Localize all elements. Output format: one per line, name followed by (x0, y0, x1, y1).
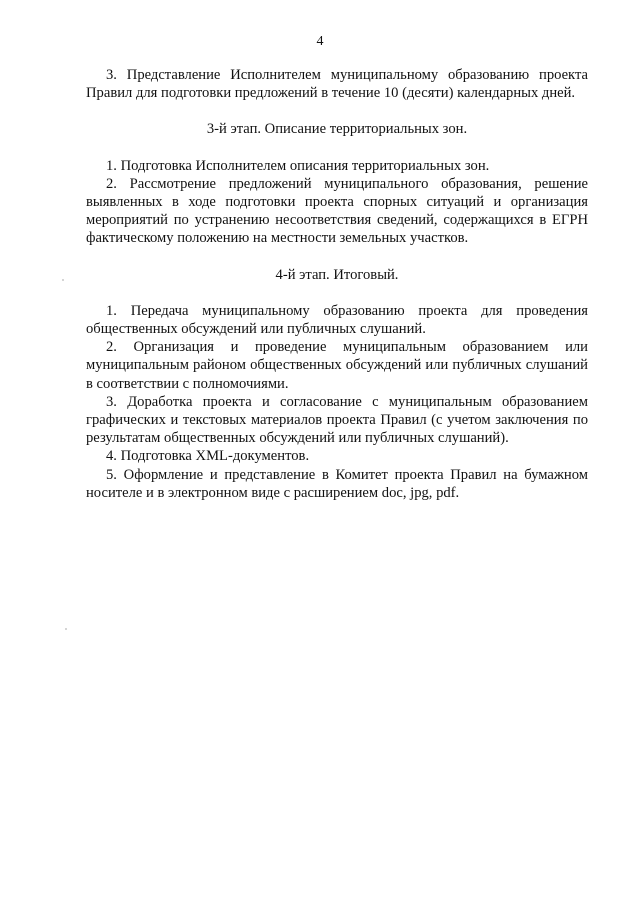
page-number: 4 (316, 34, 324, 49)
list-item (86, 447, 588, 465)
list-item (86, 302, 588, 338)
list-item-text: Передача муниципальному образованию проекта для проведения общественных обсуждений или публичных слушаний. (86, 302, 588, 338)
list-item-number: 1. (106, 302, 117, 319)
scan-speck (62, 279, 64, 281)
list-item-text: Подготовка Исполнителем описания территориальных зон. (120, 157, 490, 174)
list-item-number: 4. (106, 448, 117, 465)
list-item-number: 5. (106, 466, 117, 483)
list-item-text: Рассмотрение предложений муниципального образования, решение выявленных в ходе подготовки проекта спорных ситуаций и организация мероприятий по устранению несоответствия сведений, содержащихся в ЕГРН фактическому положению на местности земельных участков. (86, 175, 589, 247)
section-heading-stage-3: 3-й этап. Описание территориальных зон. (206, 121, 468, 138)
list-item-text: Представление Исполнителем муниципальному образованию проекта Правил для подготовки предложений в течение 10 (десяти) календарных дней. (86, 67, 588, 102)
list-item (86, 175, 588, 248)
list-item-number: 2. (106, 175, 117, 192)
list-item-text: Оформление и представление в Комитет проекта Правил на бумажном носителе и в электронном виде с расширением doc, jpg, pdf. (86, 466, 589, 501)
list-item-text: Доработка проекта и согласование с муниципальным образованием графических и текстовых материалов проекта Правил (с учетом заключения по результатам общественных обсуждений или публичных слушаний). (86, 393, 588, 447)
list-item-text: Подготовка XML-документов. (120, 448, 310, 465)
list-item (86, 66, 588, 102)
section-heading-stage-4: 4-й этап. Итоговый. (275, 266, 399, 283)
list-item-number: 1. (106, 157, 117, 174)
list-item (86, 338, 588, 393)
list-item (86, 466, 588, 502)
list-item-number: 3. (106, 67, 117, 83)
list-item-text: Организация и проведение муниципальным образованием или муниципальным районом общественных обсуждений или публичных слушаний в соответствии с полномочиями. (86, 339, 588, 392)
list-item-number: 2. (106, 339, 117, 356)
document-body (86, 66, 588, 502)
list-item (86, 393, 588, 448)
list-item-number: 3. (106, 393, 117, 410)
list-item (86, 157, 588, 175)
scan-speck (65, 628, 67, 630)
